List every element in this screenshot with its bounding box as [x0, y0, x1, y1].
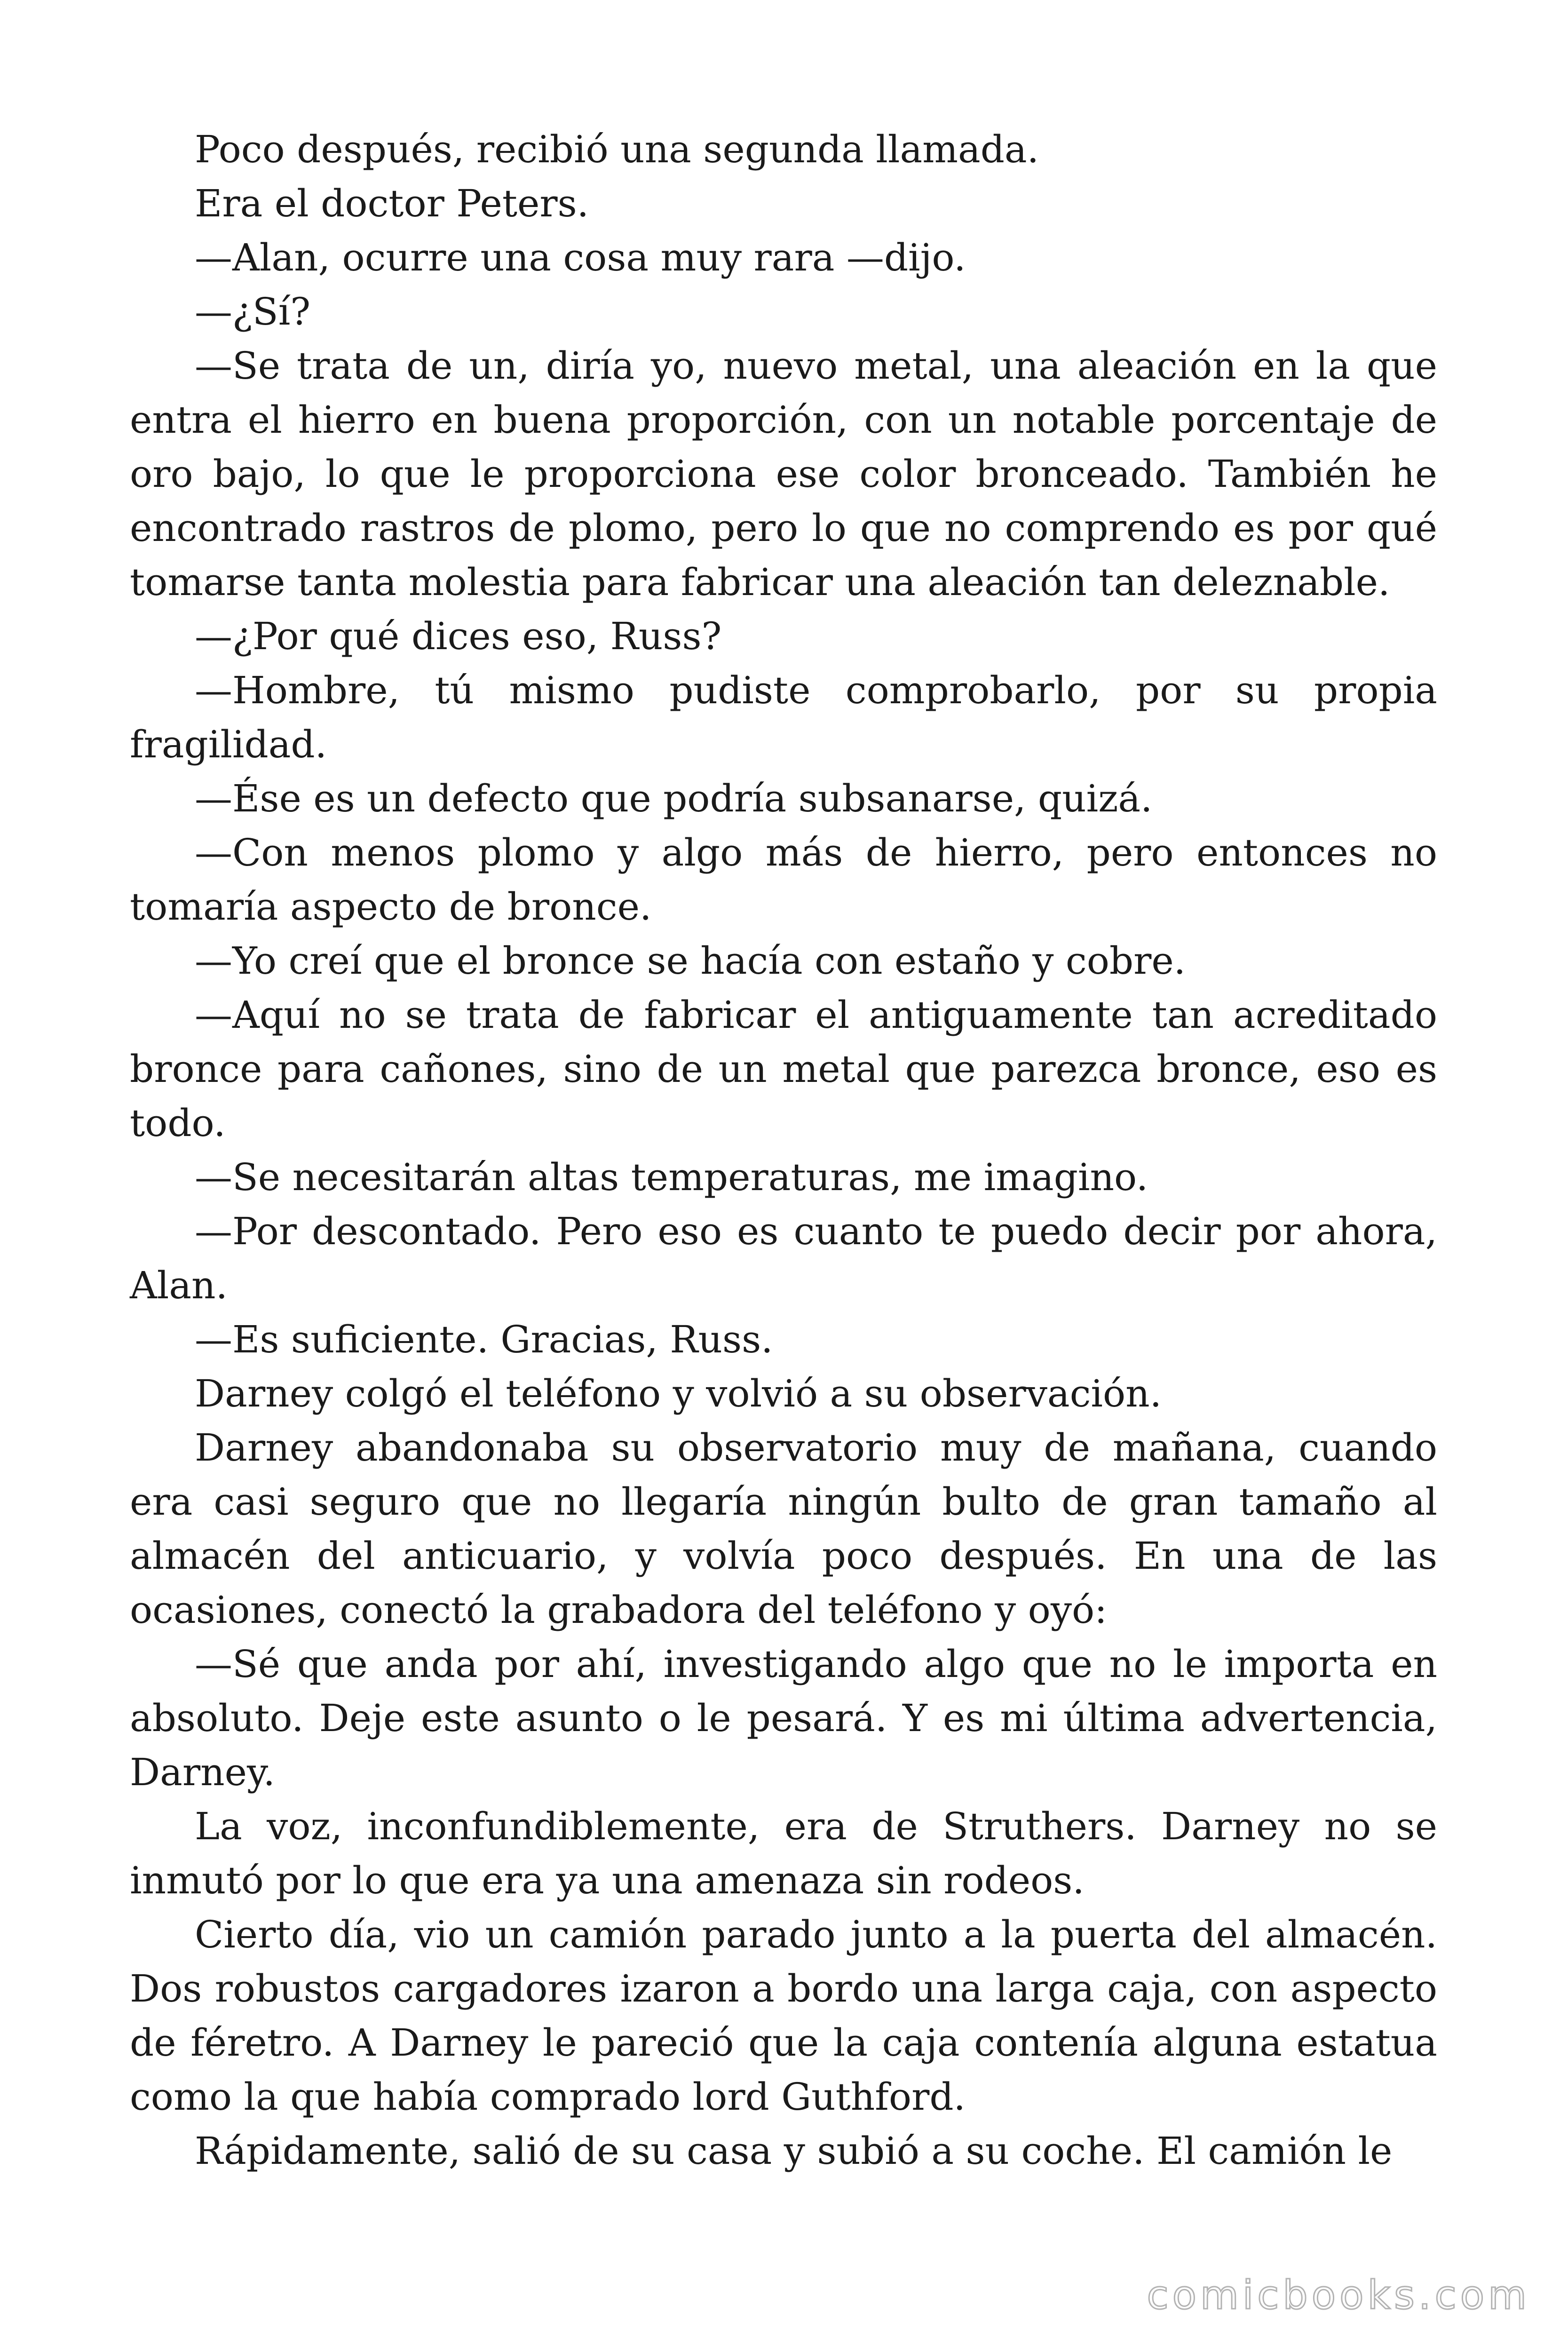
paragraph: —Ése es un defecto que podría subsanarse, quizá. [195, 777, 1153, 820]
paragraph: La voz, inconfundiblemente, era de Struthers. Darney no se inmutó por lo que era ya una amenaza sin rodeos. [130, 1804, 1437, 1902]
paragraph: Era el doctor Peters. [195, 182, 589, 225]
paragraph: Rápidamente, salió de su casa y subió a su coche. El camión le [195, 2129, 1393, 2173]
paragraph: —Por descontado. Pero eso es cuanto te puedo decir por ahora, Alan. [130, 1209, 1437, 1307]
paragraph: Poco después, recibió una segunda llamada. [195, 127, 1039, 171]
paragraph: Darney colgó el teléfono y volvió a su observación. [195, 1372, 1162, 1415]
paragraph: —Es suficiente. Gracias, Russ. [195, 1318, 773, 1361]
paragraph: —Se trata de un, diría yo, nuevo metal, una aleación en la que entra el hierro en buena proporción, con un notable porcentaje de oro bajo, lo que le proporciona ese color bronceado. También he encontrado rastros de plomo, pero lo que no comprendo es por qué tomarse tanta molestia para fabricar una aleación tan deleznable. [130, 344, 1437, 604]
paragraph: —Sé que anda por ahí, investigando algo que no le importa en absoluto. Deje este asunto o le pesará. Y es mi última advertencia, Darney. [130, 1642, 1437, 1794]
paragraph: —Alan, ocurre una cosa muy rara —dijo. [195, 236, 966, 279]
paragraph: Cierto día, vio un camión parado junto a la puerta del almacén. Dos robustos cargadores izaron a bordo una larga caja, con aspecto de féretro. A Darney le pareció que la caja contenía alguna estatua como la que había comprado lord Guthford. [130, 1913, 1437, 2119]
page-text [130, 122, 1437, 2178]
paragraph: —Aquí no se trata de fabricar el antiguamente tan acreditado bronce para cañones, sino de un metal que parezca bronce, eso es todo. [130, 993, 1437, 1145]
paragraph: —Con menos plomo y algo más de hierro, pero entonces no tomaría aspecto de bronce. [130, 831, 1437, 929]
paragraph: —¿Sí? [195, 290, 311, 334]
paragraph: —Yo creí que el bronce se hacía con estaño y cobre. [195, 939, 1186, 983]
paragraph: —¿Por qué dices eso, Russ? [195, 614, 722, 658]
paragraph: —Se necesitarán altas temperaturas, me imagino. [195, 1155, 1148, 1199]
watermark-logo: comicbooks.com [1147, 2272, 1530, 2318]
paragraph: —Hombre, tú mismo pudiste comprobarlo, por su propia fragilidad. [130, 668, 1437, 766]
paragraph: Darney abandonaba su observatorio muy de mañana, cuando era casi seguro que no llegaría ningún bulto de gran tamaño al almacén del anticuario, y volvía poco después. En una de las ocasiones, conectó la grabadora del teléfono y oyó: [130, 1426, 1437, 1632]
